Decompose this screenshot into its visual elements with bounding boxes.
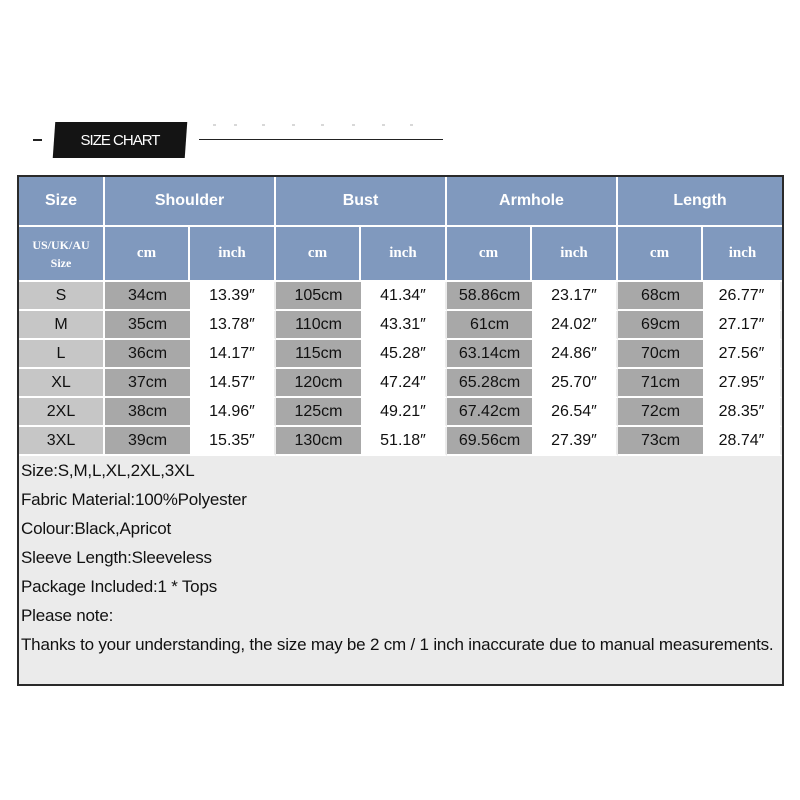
shoulder-cm-cell: 39cm: [105, 427, 190, 456]
length-cm-cell: 71cm: [618, 369, 703, 398]
header-row-groups: [19, 177, 782, 227]
length-cm-cell: 69cm: [618, 311, 703, 340]
armhole-inch-cell: 25.70″: [532, 369, 618, 398]
unit-cm: cm: [276, 227, 361, 282]
size-cell: L: [19, 340, 105, 369]
shoulder-inch-cell: 14.96″: [190, 398, 276, 427]
length-inch-cell: 26.77″: [703, 282, 782, 311]
armhole-inch-cell: 24.02″: [532, 311, 618, 340]
unit-cm: cm: [618, 227, 703, 282]
armhole-inch-cell: 26.54″: [532, 398, 618, 427]
bust-cm-cell: 115cm: [276, 340, 361, 369]
unit-cm: cm: [105, 227, 190, 282]
unit-inch: inch: [703, 227, 782, 282]
shoulder-cm-cell: 38cm: [105, 398, 190, 427]
bust-inch-cell: 49.21″: [361, 398, 447, 427]
bust-inch-cell: 45.28″: [361, 340, 447, 369]
armhole-cm-cell: 61cm: [447, 311, 532, 340]
bust-cm-cell: 130cm: [276, 427, 361, 456]
bust-cm-cell: 125cm: [276, 398, 361, 427]
table-row: [19, 340, 782, 369]
shoulder-cm-cell: 35cm: [105, 311, 190, 340]
info-line: Size:S,M,L,XL,2XL,3XL: [21, 461, 195, 480]
bust-cm-cell: 105cm: [276, 282, 361, 311]
table-row: [19, 398, 782, 427]
header-bust: Bust: [276, 177, 447, 227]
size-cell: 2XL: [19, 398, 105, 427]
unit-inch: inch: [190, 227, 276, 282]
armhole-inch-cell: 27.39″: [532, 427, 618, 456]
length-cm-cell: 70cm: [618, 340, 703, 369]
length-inch-cell: 28.74″: [703, 427, 782, 456]
armhole-cm-cell: 69.56cm: [447, 427, 532, 456]
shoulder-cm-cell: 36cm: [105, 340, 190, 369]
armhole-cm-cell: 58.86cm: [447, 282, 532, 311]
table-row: [19, 427, 782, 456]
bust-inch-cell: 47.24″: [361, 369, 447, 398]
bust-inch-cell: 43.31″: [361, 311, 447, 340]
header-armhole: Armhole: [447, 177, 618, 227]
size-cell: XL: [19, 369, 105, 398]
table-row: [19, 369, 782, 398]
header-row-units: [19, 227, 782, 282]
armhole-inch-cell: 23.17″: [532, 282, 618, 311]
size-chart-panel: [17, 175, 784, 686]
info-line: Fabric Material:100%Polyester: [21, 490, 247, 509]
info-line: Package Included:1 * Tops: [21, 577, 217, 596]
size-cell: 3XL: [19, 427, 105, 456]
shoulder-inch-cell: 13.39″: [190, 282, 276, 311]
header-region-size-label: Size: [50, 255, 72, 270]
unit-inch: inch: [532, 227, 618, 282]
info-line: Please note:: [21, 606, 114, 625]
length-cm-cell: 73cm: [618, 427, 703, 456]
length-inch-cell: 27.56″: [703, 340, 782, 369]
page-title: SIZE CHART: [80, 132, 160, 149]
info-line: Thanks to your understanding, the size may be 2 cm / 1 inch inaccurate due to manual measurements.: [21, 635, 774, 654]
unit-cm: cm: [447, 227, 532, 282]
length-inch-cell: 27.95″: [703, 369, 782, 398]
title-rule: [199, 139, 443, 140]
header-size: Size: [19, 177, 105, 227]
unit-inch: inch: [361, 227, 447, 282]
size-rows: [19, 282, 782, 456]
header-region-size: [19, 227, 105, 282]
shoulder-inch-cell: 13.78″: [190, 311, 276, 340]
header-length: Length: [618, 177, 782, 227]
bust-inch-cell: 51.18″: [361, 427, 447, 456]
bust-cm-cell: 110cm: [276, 311, 361, 340]
length-inch-cell: 28.35″: [703, 398, 782, 427]
length-inch-cell: 27.17″: [703, 311, 782, 340]
size-cell: M: [19, 311, 105, 340]
header-shoulder: Shoulder: [105, 177, 276, 227]
bust-cm-cell: 120cm: [276, 369, 361, 398]
product-info: [21, 456, 773, 659]
length-cm-cell: 68cm: [618, 282, 703, 311]
armhole-cm-cell: 63.14cm: [447, 340, 532, 369]
armhole-inch-cell: 24.86″: [532, 340, 618, 369]
shoulder-inch-cell: 15.35″: [190, 427, 276, 456]
title-left-dash: [33, 139, 42, 141]
info-line: Sleeve Length:Sleeveless: [21, 548, 212, 567]
table-row: [19, 311, 782, 340]
header-region-label: US/UK/AU: [32, 237, 90, 252]
shoulder-inch-cell: 14.17″: [190, 340, 276, 369]
shoulder-inch-cell: 14.57″: [190, 369, 276, 398]
size-cell: S: [19, 282, 105, 311]
armhole-cm-cell: 65.28cm: [447, 369, 532, 398]
armhole-cm-cell: 67.42cm: [447, 398, 532, 427]
info-line: Colour:Black,Apricot: [21, 519, 172, 538]
size-table: [19, 177, 782, 456]
length-cm-cell: 72cm: [618, 398, 703, 427]
shoulder-cm-cell: 34cm: [105, 282, 190, 311]
bust-inch-cell: 41.34″: [361, 282, 447, 311]
shoulder-cm-cell: 37cm: [105, 369, 190, 398]
table-row: [19, 282, 782, 311]
